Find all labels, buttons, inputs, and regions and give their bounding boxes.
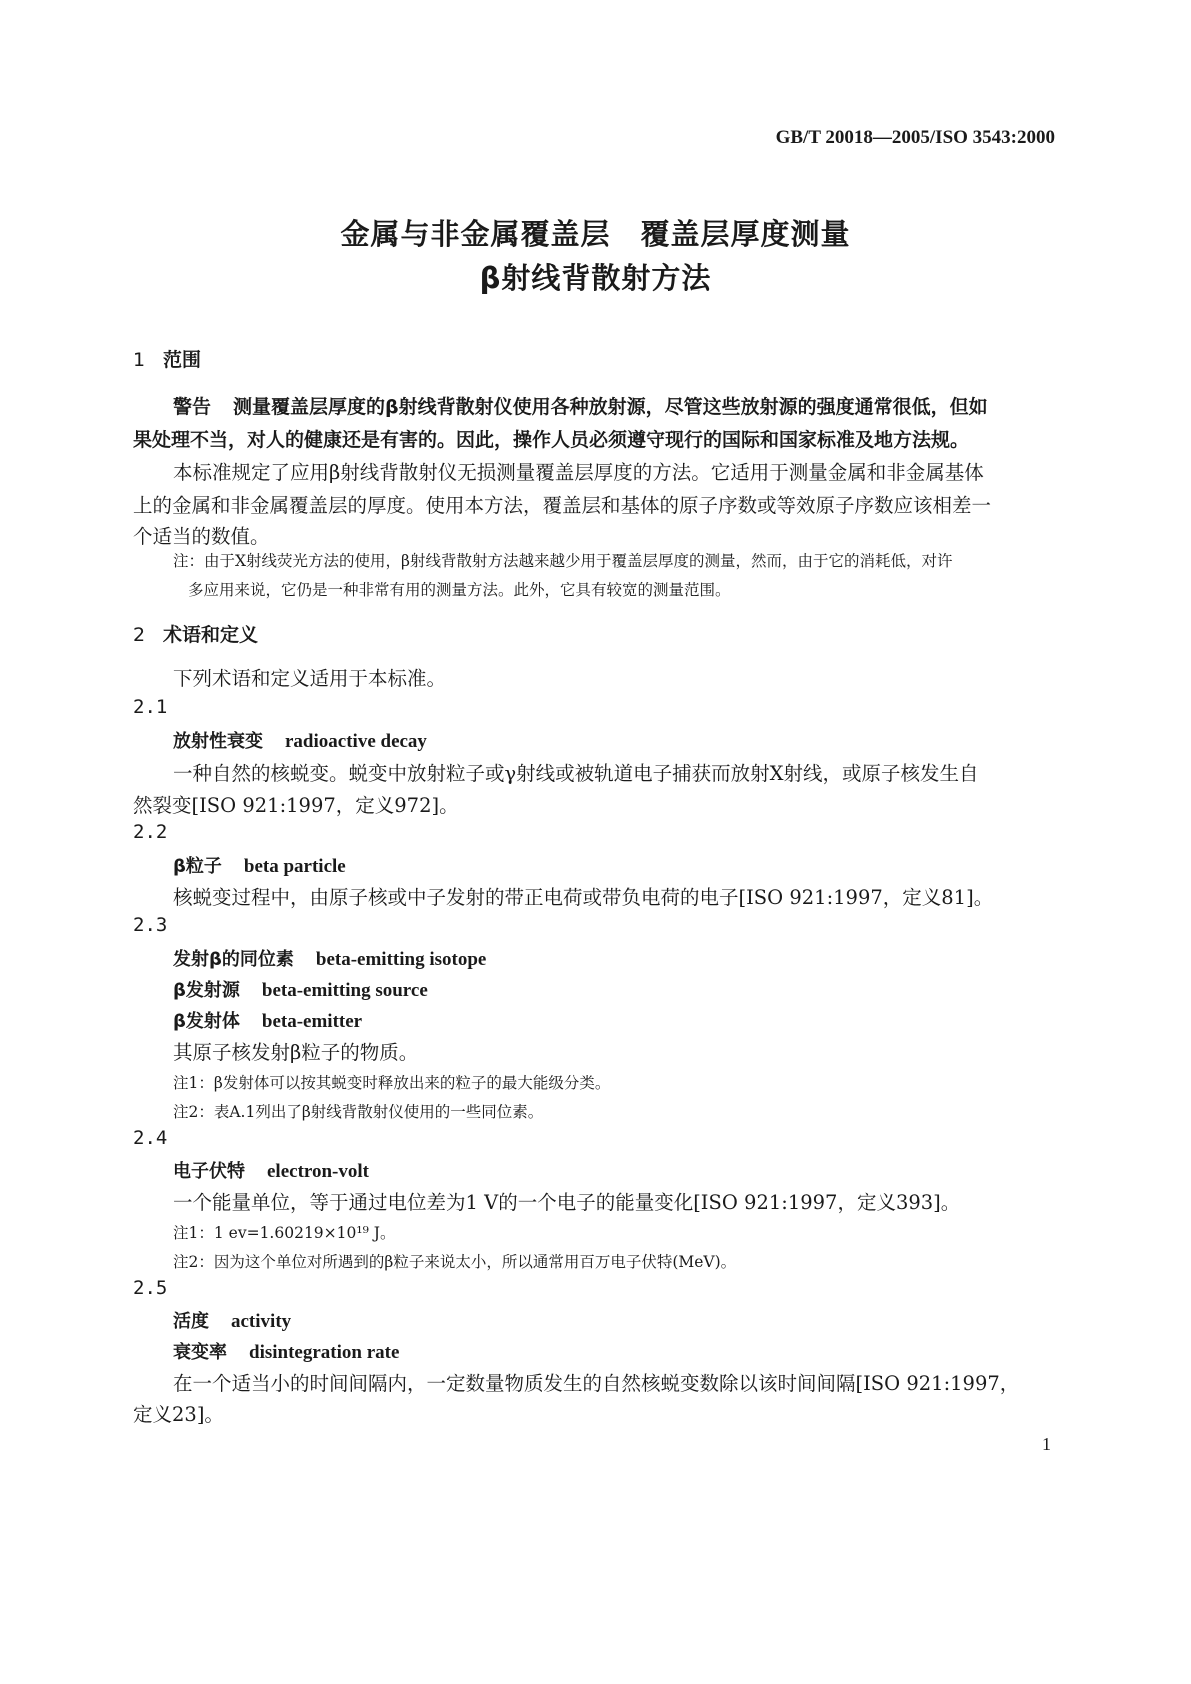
term-en: beta-emitter (261, 1011, 363, 1032)
section-title: 术语和定义 (163, 624, 259, 646)
scope-note-line2: 多应用来说，它仍是一种非常有用的测量方法。此外，它具有较宽的测量范围。 (188, 581, 731, 599)
term-entry (173, 727, 427, 753)
terms-intro: 下列术语和定义适用于本标准。 (173, 667, 447, 690)
warning-label: 警告 (173, 396, 212, 418)
term-zh: β发射体 (173, 1011, 240, 1032)
term-entry (173, 976, 428, 1002)
term-entry (173, 1007, 362, 1033)
section-number: 1 (133, 349, 146, 371)
term-zh: 衰变率 (173, 1342, 227, 1363)
clause-number: 2.5 (133, 1277, 168, 1299)
term-zh: 电子伏特 (173, 1161, 245, 1182)
clause-number: 2.3 (133, 914, 168, 936)
scope-body-line3: 个适当的数值。 (133, 525, 270, 548)
document-title-line2: β射线背散射方法 (479, 261, 712, 295)
scope-body-line1: 本标准规定了应用β射线背散射仪无损测量覆盖层厚度的方法。它适用于测量金属和非金属基体 (173, 461, 984, 484)
warning-text: 测量覆盖层厚度的β射线背散射仪使用各种放射源，尽管这些放射源的强度通常很低，但如 (233, 396, 988, 418)
note-1: 注1：1 ev=1.60219×10¹⁹ J。 (173, 1224, 396, 1242)
term-zh: β粒子 (173, 856, 222, 877)
warning-line2: 果处理不当，对人的健康还是有害的。因此，操作人员必须遵守现行的国际和国家标准及地方法规。 (133, 429, 970, 451)
section-1-heading (133, 345, 201, 372)
term-en: beta-emitting isotope (315, 949, 487, 970)
term-entry (173, 1338, 399, 1364)
warning-line1 (173, 392, 988, 419)
term-zh: 活度 (173, 1311, 209, 1332)
section-title: 范围 (163, 349, 202, 371)
note-2: 注2：因为这个单位对所遇到的β粒子来说太小，所以通常用百万电子伏特(MeV)。 (173, 1253, 737, 1271)
definition-line1: 核蜕变过程中，由原子核或中子发射的带正电荷或带负电荷的电子[ISO 921:1997，定义81]。 (173, 886, 994, 909)
term-entry (173, 852, 346, 878)
term-en: radioactive decay (285, 731, 427, 752)
section-number: 2 (133, 624, 146, 646)
definition-line2: 定义23]。 (133, 1403, 224, 1426)
term-zh: 放射性衰变 (173, 731, 263, 752)
definition-line1: 在一个适当小的时间间隔内，一定数量物质发生的自然核蜕变数除以该时间间隔[ISO 921:1997， (173, 1372, 1020, 1395)
scope-body-line2: 上的金属和非金属覆盖层的厚度。使用本方法，覆盖层和基体的原子序数或等效原子序数应该相差一 (133, 494, 992, 517)
standard-code: GB/T 20018—2005/ISO 3543:2000 (775, 127, 1055, 148)
term-en: activity (231, 1311, 292, 1332)
clause-number: 2.1 (133, 696, 168, 718)
term-entry (173, 1307, 291, 1333)
term-en: beta particle (243, 856, 346, 877)
page-number: 1 (1042, 1434, 1051, 1454)
section-2-heading (133, 620, 258, 647)
definition-line1: 一个能量单位，等于通过电位差为1 V的一个电子的能量变化[ISO 921:1997，定义393]。 (173, 1191, 961, 1214)
clause-number: 2.4 (133, 1127, 168, 1149)
term-entry (173, 945, 486, 971)
scope-note-line1: 注：由于X射线荧光方法的使用，β射线背散射方法越来越少用于覆盖层厚度的测量，然而，由于它的消耗低，对许 (173, 552, 953, 570)
definition-line1: 其原子核发射β粒子的物质。 (173, 1041, 419, 1064)
definition-line2: 然裂变[ISO 921:1997，定义972]。 (133, 794, 459, 817)
definition-line1: 一种自然的核蜕变。蜕变中放射粒子或γ射线或被轨道电子捕获而放射X射线，或原子核发生自 (173, 762, 979, 785)
note-2: 注2：表A.1列出了β射线背散射仪使用的一些同位素。 (173, 1103, 544, 1121)
term-en: beta-emitting source (261, 980, 428, 1001)
term-en: disintegration rate (249, 1342, 400, 1363)
document-title-line1: 金属与非金属覆盖层 覆盖层厚度测量 (340, 217, 851, 251)
term-en: electron-volt (267, 1161, 369, 1182)
term-zh: β发射源 (173, 980, 240, 1001)
clause-number: 2.2 (133, 821, 168, 843)
term-zh: 发射β的同位素 (173, 949, 294, 970)
term-entry (173, 1157, 369, 1183)
note-1: 注1：β发射体可以按其蜕变时释放出来的粒子的最大能级分类。 (173, 1074, 611, 1092)
